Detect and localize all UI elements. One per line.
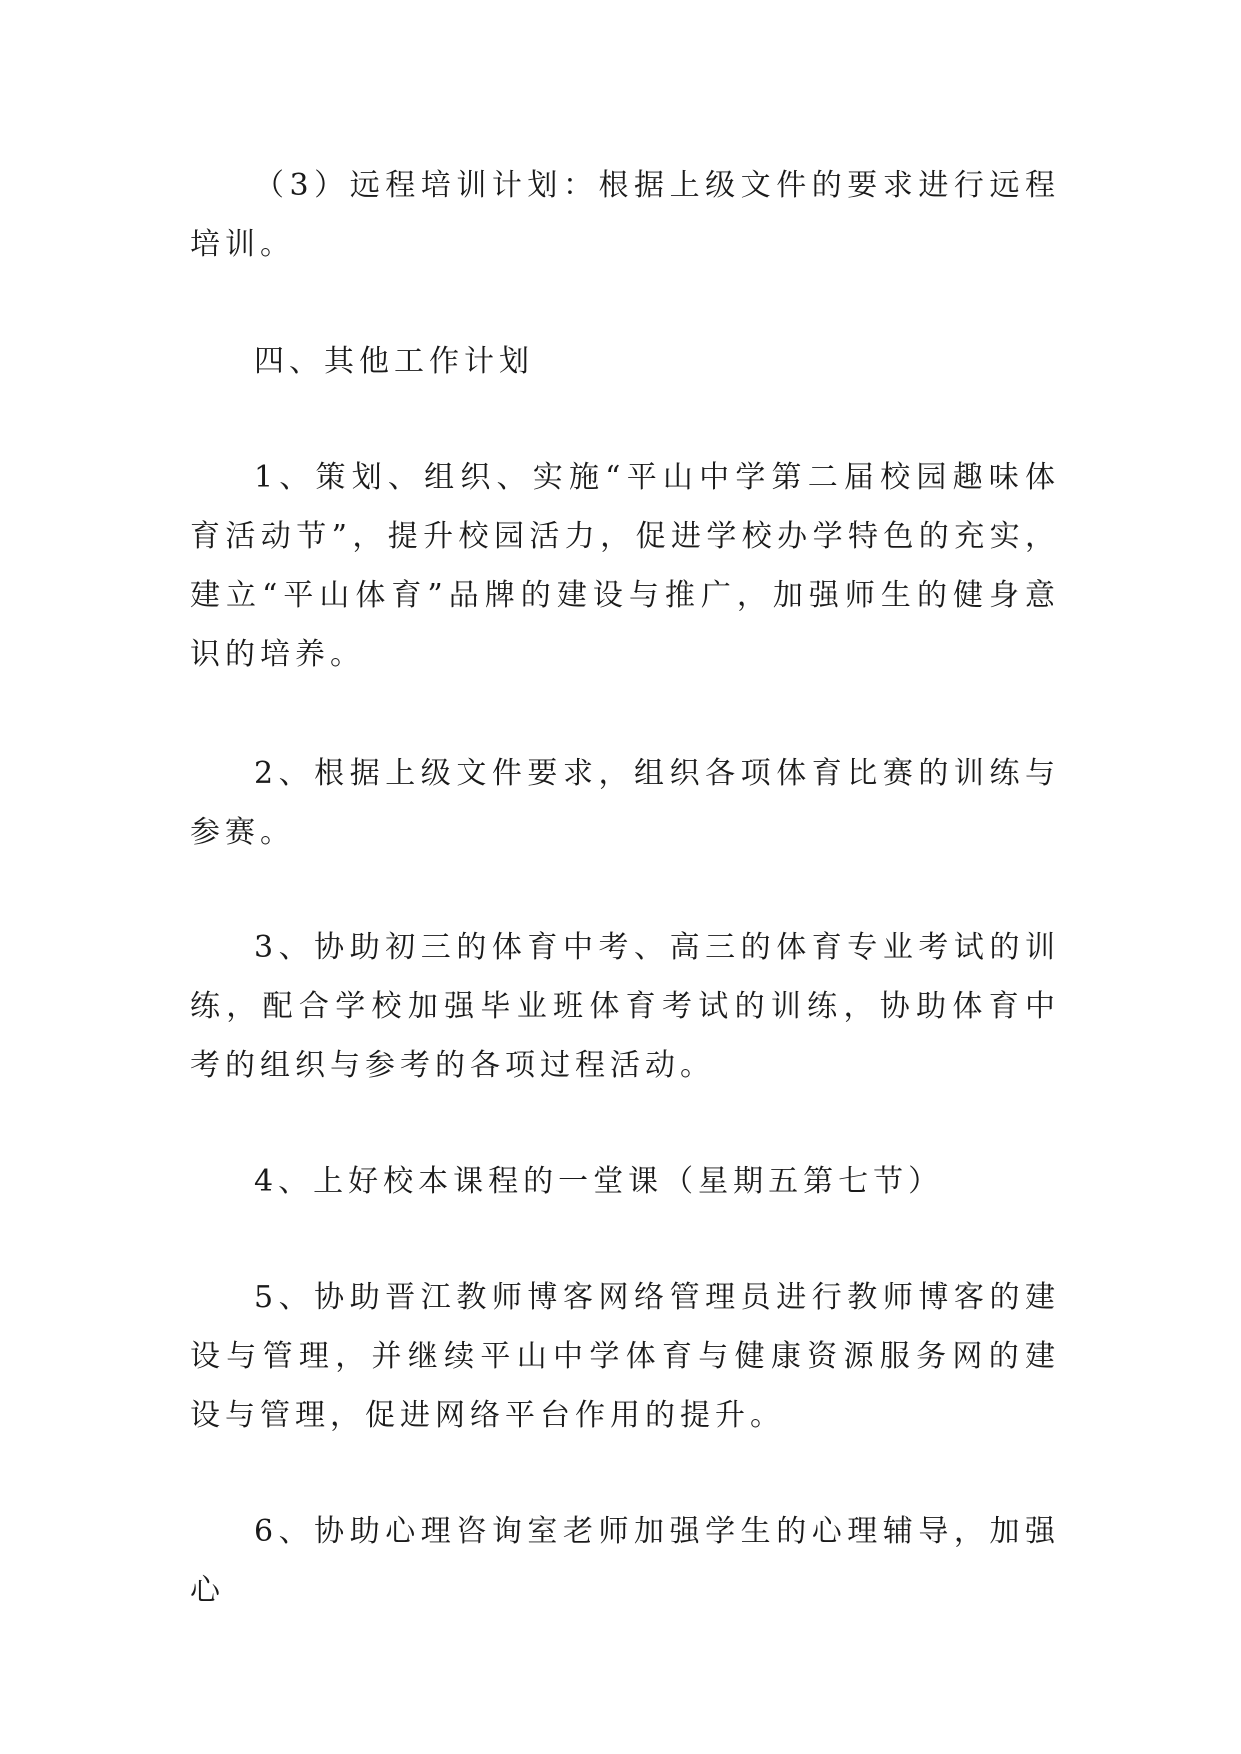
paragraph-item-5: 5、协助晋江教师博客网络管理员进行教师博客的建设与管理，并继续平山中学体育与健康资源服务网的建设与管理，促进网络平台作用的提升。 bbox=[190, 1280, 1060, 1433]
paragraph-item-1: 1、策划、组织、实施“平山中学第二届校园趣味体育活动节”，提升校园活力，促进学校办学特色的充实，建立“平山体育”品牌的建设与推广，加强师生的健身意识的培养。 bbox=[190, 460, 1060, 672]
paragraph-item-3: 3、协助初三的体育中考、高三的体育专业考试的训练，配合学校加强毕业班体育考试的训练，协助体育中考的组织与参考的各项过程活动。 bbox=[190, 930, 1060, 1083]
paragraph-item-2: 2、根据上级文件要求，组织各项体育比赛的训练与参赛。 bbox=[190, 756, 1060, 850]
paragraph-remote-training: （3）远程培训计划：根据上级文件的要求进行远程培训。 bbox=[190, 168, 1060, 262]
section-heading-other-work-plan: 四、其他工作计划 bbox=[254, 344, 534, 379]
paragraph-item-4: 4、上好校本课程的一堂课（星期五第七节） bbox=[254, 1164, 944, 1199]
paragraph-item-6: 6、协助心理咨询室老师加强学生的心理辅导，加强心 bbox=[190, 1514, 1060, 1608]
